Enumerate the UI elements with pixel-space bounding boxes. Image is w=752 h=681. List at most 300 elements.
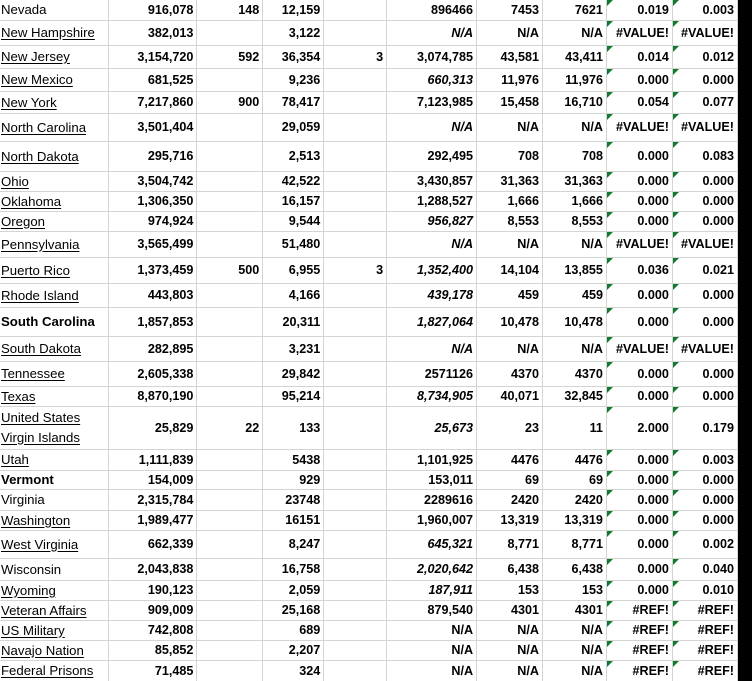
col4-cell[interactable]: 51,480: [263, 231, 324, 257]
ratio2-cell[interactable]: 0.000: [672, 191, 737, 211]
col7-cell[interactable]: 1,666: [477, 191, 543, 211]
population-cell[interactable]: 742,808: [109, 620, 197, 640]
col8-cell[interactable]: N/A: [543, 336, 607, 361]
ratio2-cell[interactable]: 0.179: [672, 406, 737, 449]
col4-cell[interactable]: 25,168: [263, 600, 324, 620]
col6-cell[interactable]: 1,827,064: [387, 307, 477, 336]
col6-cell[interactable]: 1,101,925: [387, 449, 477, 470]
col7-cell[interactable]: 8,553: [477, 211, 543, 231]
col6-cell[interactable]: 1,960,007: [387, 510, 477, 530]
ratio1-cell[interactable]: 0.000: [606, 141, 672, 171]
col8-cell[interactable]: 13,855: [543, 257, 607, 283]
col6-cell[interactable]: 3,074,785: [387, 45, 477, 68]
col8-cell[interactable]: 4476: [543, 449, 607, 470]
row-name-cell[interactable]: [0, 211, 109, 231]
population-cell[interactable]: 382,013: [109, 20, 197, 45]
population-cell[interactable]: 2,043,838: [109, 558, 197, 580]
ratio2-cell[interactable]: 0.003: [672, 0, 737, 20]
population-cell[interactable]: 3,501,404: [109, 113, 197, 141]
ratio1-cell[interactable]: 0.014: [606, 45, 672, 68]
ratio1-cell[interactable]: 0.000: [606, 489, 672, 510]
col4-cell[interactable]: 324: [263, 660, 324, 681]
col5-cell[interactable]: [324, 361, 387, 386]
ratio1-cell[interactable]: 0.000: [606, 558, 672, 580]
col5-cell[interactable]: [324, 386, 387, 406]
population-cell[interactable]: 71,485: [109, 660, 197, 681]
row-name-cell[interactable]: [0, 171, 109, 191]
col6-cell[interactable]: N/A: [387, 113, 477, 141]
col8-cell[interactable]: N/A: [543, 660, 607, 681]
col5-cell[interactable]: [324, 660, 387, 681]
col5-cell[interactable]: [324, 231, 387, 257]
ratio1-cell[interactable]: 0.000: [606, 211, 672, 231]
population-cell[interactable]: 8,870,190: [109, 386, 197, 406]
ratio2-cell[interactable]: #VALUE!: [672, 20, 737, 45]
row-name-cell[interactable]: [0, 257, 109, 283]
col5-cell[interactable]: [324, 600, 387, 620]
col5-cell[interactable]: [324, 91, 387, 113]
col6-cell[interactable]: 1,288,527: [387, 191, 477, 211]
col3-cell[interactable]: [197, 510, 263, 530]
ratio1-cell[interactable]: #VALUE!: [606, 231, 672, 257]
row-name-cell[interactable]: [0, 470, 109, 489]
col6-cell[interactable]: N/A: [387, 231, 477, 257]
ratio1-cell[interactable]: 0.000: [606, 68, 672, 91]
ratio2-cell[interactable]: 0.012: [672, 45, 737, 68]
col6-cell[interactable]: 7,123,985: [387, 91, 477, 113]
col3-cell[interactable]: [197, 530, 263, 558]
population-cell[interactable]: 1,857,853: [109, 307, 197, 336]
col7-cell[interactable]: 4301: [477, 600, 543, 620]
col4-cell[interactable]: 2,513: [263, 141, 324, 171]
col7-cell[interactable]: 7453: [477, 0, 543, 20]
ratio1-cell[interactable]: #REF!: [606, 640, 672, 660]
col4-cell[interactable]: 29,059: [263, 113, 324, 141]
col4-cell[interactable]: 5438: [263, 449, 324, 470]
col7-cell[interactable]: 4476: [477, 449, 543, 470]
col6-cell[interactable]: 660,313: [387, 68, 477, 91]
col3-cell[interactable]: [197, 558, 263, 580]
col3-cell[interactable]: [197, 211, 263, 231]
col4-cell[interactable]: 4,166: [263, 283, 324, 307]
ratio2-cell[interactable]: #REF!: [672, 620, 737, 640]
col4-cell[interactable]: 133: [263, 406, 324, 449]
population-cell[interactable]: 443,803: [109, 283, 197, 307]
col5-cell[interactable]: [324, 307, 387, 336]
col6-cell[interactable]: 153,011: [387, 470, 477, 489]
ratio1-cell[interactable]: 0.000: [606, 530, 672, 558]
col3-cell[interactable]: [197, 470, 263, 489]
ratio1-cell[interactable]: #REF!: [606, 600, 672, 620]
col3-cell[interactable]: [197, 386, 263, 406]
row-name-cell[interactable]: [0, 191, 109, 211]
col7-cell[interactable]: 8,771: [477, 530, 543, 558]
col7-cell[interactable]: 4370: [477, 361, 543, 386]
col8-cell[interactable]: 43,411: [543, 45, 607, 68]
row-name-cell[interactable]: [0, 68, 109, 91]
ratio2-cell[interactable]: 0.000: [672, 386, 737, 406]
col8-cell[interactable]: 1,666: [543, 191, 607, 211]
col7-cell[interactable]: 153: [477, 580, 543, 600]
ratio1-cell[interactable]: 0.019: [606, 0, 672, 20]
col3-cell[interactable]: [197, 20, 263, 45]
ratio2-cell[interactable]: 0.000: [672, 211, 737, 231]
col3-cell[interactable]: [197, 336, 263, 361]
col5-cell[interactable]: [324, 470, 387, 489]
col6-cell[interactable]: N/A: [387, 660, 477, 681]
col6-cell[interactable]: 187,911: [387, 580, 477, 600]
col5-cell[interactable]: [324, 489, 387, 510]
ratio2-cell[interactable]: 0.000: [672, 283, 737, 307]
col5-cell[interactable]: [324, 640, 387, 660]
col5-cell[interactable]: [324, 580, 387, 600]
col6-cell[interactable]: 2571126: [387, 361, 477, 386]
row-name-cell[interactable]: [0, 600, 109, 620]
col8-cell[interactable]: 8,553: [543, 211, 607, 231]
ratio2-cell[interactable]: 0.000: [672, 307, 737, 336]
col8-cell[interactable]: 459: [543, 283, 607, 307]
col8-cell[interactable]: 6,438: [543, 558, 607, 580]
population-cell[interactable]: 295,716: [109, 141, 197, 171]
ratio2-cell[interactable]: 0.010: [672, 580, 737, 600]
col7-cell[interactable]: 2420: [477, 489, 543, 510]
col7-cell[interactable]: 15,458: [477, 91, 543, 113]
col4-cell[interactable]: 23748: [263, 489, 324, 510]
col3-cell[interactable]: 22: [197, 406, 263, 449]
ratio1-cell[interactable]: 0.000: [606, 191, 672, 211]
col7-cell[interactable]: 11,976: [477, 68, 543, 91]
col4-cell[interactable]: 3,231: [263, 336, 324, 361]
ratio2-cell[interactable]: #VALUE!: [672, 113, 737, 141]
col4-cell[interactable]: 42,522: [263, 171, 324, 191]
population-cell[interactable]: 909,009: [109, 600, 197, 620]
col4-cell[interactable]: 6,955: [263, 257, 324, 283]
row-name-cell[interactable]: [0, 45, 109, 68]
ratio2-cell[interactable]: 0.021: [672, 257, 737, 283]
col7-cell[interactable]: 31,363: [477, 171, 543, 191]
col8-cell[interactable]: 69: [543, 470, 607, 489]
col8-cell[interactable]: N/A: [543, 20, 607, 45]
ratio1-cell[interactable]: 0.000: [606, 510, 672, 530]
col8-cell[interactable]: 153: [543, 580, 607, 600]
col3-cell[interactable]: 900: [197, 91, 263, 113]
col7-cell[interactable]: N/A: [477, 660, 543, 681]
col7-cell[interactable]: N/A: [477, 20, 543, 45]
population-cell[interactable]: 85,852: [109, 640, 197, 660]
ratio2-cell[interactable]: 0.000: [672, 171, 737, 191]
col6-cell[interactable]: N/A: [387, 620, 477, 640]
col3-cell[interactable]: [197, 600, 263, 620]
col4-cell[interactable]: 8,247: [263, 530, 324, 558]
col4-cell[interactable]: 9,544: [263, 211, 324, 231]
col3-cell[interactable]: [197, 449, 263, 470]
row-name-cell[interactable]: [0, 307, 109, 336]
col5-cell[interactable]: [324, 510, 387, 530]
col7-cell[interactable]: 708: [477, 141, 543, 171]
col3-cell[interactable]: [197, 620, 263, 640]
col3-cell[interactable]: 500: [197, 257, 263, 283]
population-cell[interactable]: 25,829: [109, 406, 197, 449]
population-cell[interactable]: 2,605,338: [109, 361, 197, 386]
col3-cell[interactable]: [197, 660, 263, 681]
population-cell[interactable]: 1,306,350: [109, 191, 197, 211]
row-name-cell[interactable]: [0, 406, 109, 449]
col7-cell[interactable]: 10,478: [477, 307, 543, 336]
row-name-cell[interactable]: [0, 510, 109, 530]
col3-cell[interactable]: [197, 489, 263, 510]
col7-cell[interactable]: 40,071: [477, 386, 543, 406]
col4-cell[interactable]: 78,417: [263, 91, 324, 113]
col4-cell[interactable]: 3,122: [263, 20, 324, 45]
ratio1-cell[interactable]: 0.000: [606, 449, 672, 470]
col7-cell[interactable]: 69: [477, 470, 543, 489]
col7-cell[interactable]: N/A: [477, 231, 543, 257]
col8-cell[interactable]: N/A: [543, 231, 607, 257]
row-name-cell[interactable]: [0, 558, 109, 580]
col4-cell[interactable]: 12,159: [263, 0, 324, 20]
ratio2-cell[interactable]: 0.077: [672, 91, 737, 113]
col6-cell[interactable]: 879,540: [387, 600, 477, 620]
row-name-cell[interactable]: [0, 0, 109, 20]
population-cell[interactable]: 7,217,860: [109, 91, 197, 113]
row-name-label: North Dakota: [1, 148, 79, 164]
population-cell[interactable]: 662,339: [109, 530, 197, 558]
col7-cell[interactable]: 14,104: [477, 257, 543, 283]
ratio1-cell[interactable]: 2.000: [606, 406, 672, 449]
col6-cell[interactable]: N/A: [387, 20, 477, 45]
population-cell[interactable]: 1,111,839: [109, 449, 197, 470]
col4-cell[interactable]: 2,059: [263, 580, 324, 600]
col6-cell[interactable]: 896466: [387, 0, 477, 20]
ratio2-cell[interactable]: 0.000: [672, 489, 737, 510]
table-row: [0, 406, 738, 449]
col7-cell[interactable]: N/A: [477, 640, 543, 660]
ratio2-cell[interactable]: 0.000: [672, 510, 737, 530]
col4-cell[interactable]: 16151: [263, 510, 324, 530]
col3-cell[interactable]: [197, 361, 263, 386]
population-cell[interactable]: 2,315,784: [109, 489, 197, 510]
col5-cell[interactable]: [324, 141, 387, 171]
col6-cell[interactable]: 956,827: [387, 211, 477, 231]
row-name-cell[interactable]: [0, 113, 109, 141]
row-name-cell[interactable]: [0, 580, 109, 600]
col8-cell[interactable]: 32,845: [543, 386, 607, 406]
col6-cell[interactable]: 25,673: [387, 406, 477, 449]
col5-cell[interactable]: 3: [324, 45, 387, 68]
row-name-cell[interactable]: [0, 336, 109, 361]
col3-cell[interactable]: [197, 580, 263, 600]
ratio2-cell[interactable]: #REF!: [672, 660, 737, 681]
col7-cell[interactable]: N/A: [477, 620, 543, 640]
ratio1-cell[interactable]: 0.000: [606, 307, 672, 336]
col7-cell[interactable]: 43,581: [477, 45, 543, 68]
col5-cell[interactable]: [324, 620, 387, 640]
row-name-label: United States Virgin Islands: [1, 409, 81, 445]
col5-cell[interactable]: [324, 68, 387, 91]
ratio1-cell[interactable]: 0.000: [606, 171, 672, 191]
col6-cell[interactable]: 2289616: [387, 489, 477, 510]
col5-cell[interactable]: [324, 406, 387, 449]
ratio1-cell[interactable]: 0.000: [606, 283, 672, 307]
population-cell[interactable]: 154,009: [109, 470, 197, 489]
row-name-cell[interactable]: [0, 20, 109, 45]
row-name-cell[interactable]: [0, 449, 109, 470]
col7-cell[interactable]: 459: [477, 283, 543, 307]
col5-cell[interactable]: [324, 0, 387, 20]
col4-cell[interactable]: 29,842: [263, 361, 324, 386]
col3-cell[interactable]: 592: [197, 45, 263, 68]
col8-cell[interactable]: 11,976: [543, 68, 607, 91]
ratio2-cell[interactable]: #REF!: [672, 600, 737, 620]
col3-cell[interactable]: [197, 307, 263, 336]
col6-cell[interactable]: 8,734,905: [387, 386, 477, 406]
ratio1-cell[interactable]: #VALUE!: [606, 336, 672, 361]
col3-cell[interactable]: [197, 191, 263, 211]
population-cell[interactable]: 282,895: [109, 336, 197, 361]
ratio1-cell[interactable]: #REF!: [606, 620, 672, 640]
col3-cell[interactable]: [197, 68, 263, 91]
col4-cell[interactable]: 95,214: [263, 386, 324, 406]
col8-cell[interactable]: 16,710: [543, 91, 607, 113]
col6-cell[interactable]: 3,430,857: [387, 171, 477, 191]
population-cell[interactable]: 974,924: [109, 211, 197, 231]
col6-cell[interactable]: N/A: [387, 336, 477, 361]
ratio1-cell[interactable]: 0.054: [606, 91, 672, 113]
col3-cell[interactable]: [197, 141, 263, 171]
ratio1-cell[interactable]: #VALUE!: [606, 113, 672, 141]
ratio2-cell[interactable]: 0.003: [672, 449, 737, 470]
col6-cell[interactable]: 2,020,642: [387, 558, 477, 580]
row-name-cell[interactable]: [0, 640, 109, 660]
col8-cell[interactable]: 708: [543, 141, 607, 171]
col5-cell[interactable]: [324, 191, 387, 211]
population-cell[interactable]: 1,373,459: [109, 257, 197, 283]
col3-cell[interactable]: [197, 171, 263, 191]
ratio2-cell[interactable]: 0.000: [672, 361, 737, 386]
col5-cell[interactable]: [324, 171, 387, 191]
col6-cell[interactable]: 1,352,400: [387, 257, 477, 283]
population-cell[interactable]: 681,525: [109, 68, 197, 91]
row-name-label: New Hampshire: [1, 25, 95, 40]
col7-cell[interactable]: N/A: [477, 336, 543, 361]
col6-cell[interactable]: N/A: [387, 640, 477, 660]
row-name-cell[interactable]: [0, 530, 109, 558]
row-name-label: South Dakota: [1, 341, 81, 356]
col7-cell[interactable]: N/A: [477, 113, 543, 141]
ratio2-cell[interactable]: 0.002: [672, 530, 737, 558]
col4-cell[interactable]: 16,157: [263, 191, 324, 211]
col7-cell[interactable]: 6,438: [477, 558, 543, 580]
col4-cell[interactable]: 36,354: [263, 45, 324, 68]
col8-cell[interactable]: 4370: [543, 361, 607, 386]
ratio1-cell[interactable]: #REF!: [606, 660, 672, 681]
row-name-cell[interactable]: [0, 283, 109, 307]
col5-cell[interactable]: [324, 113, 387, 141]
ratio1-cell[interactable]: #VALUE!: [606, 20, 672, 45]
col8-cell[interactable]: 13,319: [543, 510, 607, 530]
col4-cell[interactable]: 9,236: [263, 68, 324, 91]
col5-cell[interactable]: [324, 283, 387, 307]
col5-cell[interactable]: [324, 530, 387, 558]
col3-cell[interactable]: [197, 231, 263, 257]
ratio1-cell[interactable]: 0.000: [606, 361, 672, 386]
col8-cell[interactable]: 10,478: [543, 307, 607, 336]
row-name-cell[interactable]: [0, 141, 109, 171]
col3-cell[interactable]: [197, 113, 263, 141]
ratio2-cell[interactable]: #VALUE!: [672, 231, 737, 257]
col6-cell[interactable]: 439,178: [387, 283, 477, 307]
row-name-cell[interactable]: [0, 231, 109, 257]
col8-cell[interactable]: 4301: [543, 600, 607, 620]
col5-cell[interactable]: [324, 449, 387, 470]
population-cell[interactable]: 916,078: [109, 0, 197, 20]
col5-cell[interactable]: [324, 558, 387, 580]
col8-cell[interactable]: 8,771: [543, 530, 607, 558]
table-row: [0, 336, 738, 361]
ratio1-cell[interactable]: 0.000: [606, 580, 672, 600]
col5-cell[interactable]: [324, 211, 387, 231]
col8-cell[interactable]: 11: [543, 406, 607, 449]
row-name-cell[interactable]: [0, 489, 109, 510]
row-name-cell[interactable]: [0, 361, 109, 386]
population-cell[interactable]: 3,154,720: [109, 45, 197, 68]
table-row: [0, 470, 738, 489]
col5-cell[interactable]: 3: [324, 257, 387, 283]
col3-cell[interactable]: 148: [197, 0, 263, 20]
population-cell[interactable]: 3,504,742: [109, 171, 197, 191]
ratio2-cell[interactable]: #REF!: [672, 640, 737, 660]
ratio2-cell[interactable]: 0.000: [672, 470, 737, 489]
col8-cell[interactable]: 2420: [543, 489, 607, 510]
col4-cell[interactable]: 689: [263, 620, 324, 640]
col5-cell[interactable]: [324, 20, 387, 45]
ratio1-cell[interactable]: 0.000: [606, 470, 672, 489]
col5-cell[interactable]: [324, 336, 387, 361]
row-name-label: Rhode Island: [1, 287, 79, 303]
col4-cell[interactable]: 20,311: [263, 307, 324, 336]
col6-cell[interactable]: 645,321: [387, 530, 477, 558]
col4-cell[interactable]: 929: [263, 470, 324, 489]
col8-cell[interactable]: N/A: [543, 640, 607, 660]
table-row: [0, 231, 738, 257]
population-cell[interactable]: 190,123: [109, 580, 197, 600]
row-name-cell[interactable]: [0, 660, 109, 681]
col4-cell[interactable]: 16,758: [263, 558, 324, 580]
population-cell[interactable]: 1,989,477: [109, 510, 197, 530]
col4-cell[interactable]: 2,207: [263, 640, 324, 660]
ratio2-cell[interactable]: 0.000: [672, 68, 737, 91]
row-name-cell[interactable]: [0, 91, 109, 113]
population-cell[interactable]: 3,565,499: [109, 231, 197, 257]
ratio2-cell[interactable]: 0.040: [672, 558, 737, 580]
ratio1-cell[interactable]: 0.036: [606, 257, 672, 283]
row-name-label: Vermont: [1, 472, 54, 487]
col7-cell[interactable]: 23: [477, 406, 543, 449]
ratio2-cell[interactable]: 0.083: [672, 141, 737, 171]
col3-cell[interactable]: [197, 283, 263, 307]
row-name-cell[interactable]: [0, 620, 109, 640]
ratio2-cell[interactable]: #VALUE!: [672, 336, 737, 361]
row-name-cell[interactable]: [0, 386, 109, 406]
col8-cell[interactable]: 7621: [543, 0, 607, 20]
col8-cell[interactable]: N/A: [543, 113, 607, 141]
col8-cell[interactable]: N/A: [543, 620, 607, 640]
col7-cell[interactable]: 13,319: [477, 510, 543, 530]
ratio1-cell[interactable]: 0.000: [606, 386, 672, 406]
col3-cell[interactable]: [197, 640, 263, 660]
col6-cell[interactable]: 292,495: [387, 141, 477, 171]
col8-cell[interactable]: 31,363: [543, 171, 607, 191]
